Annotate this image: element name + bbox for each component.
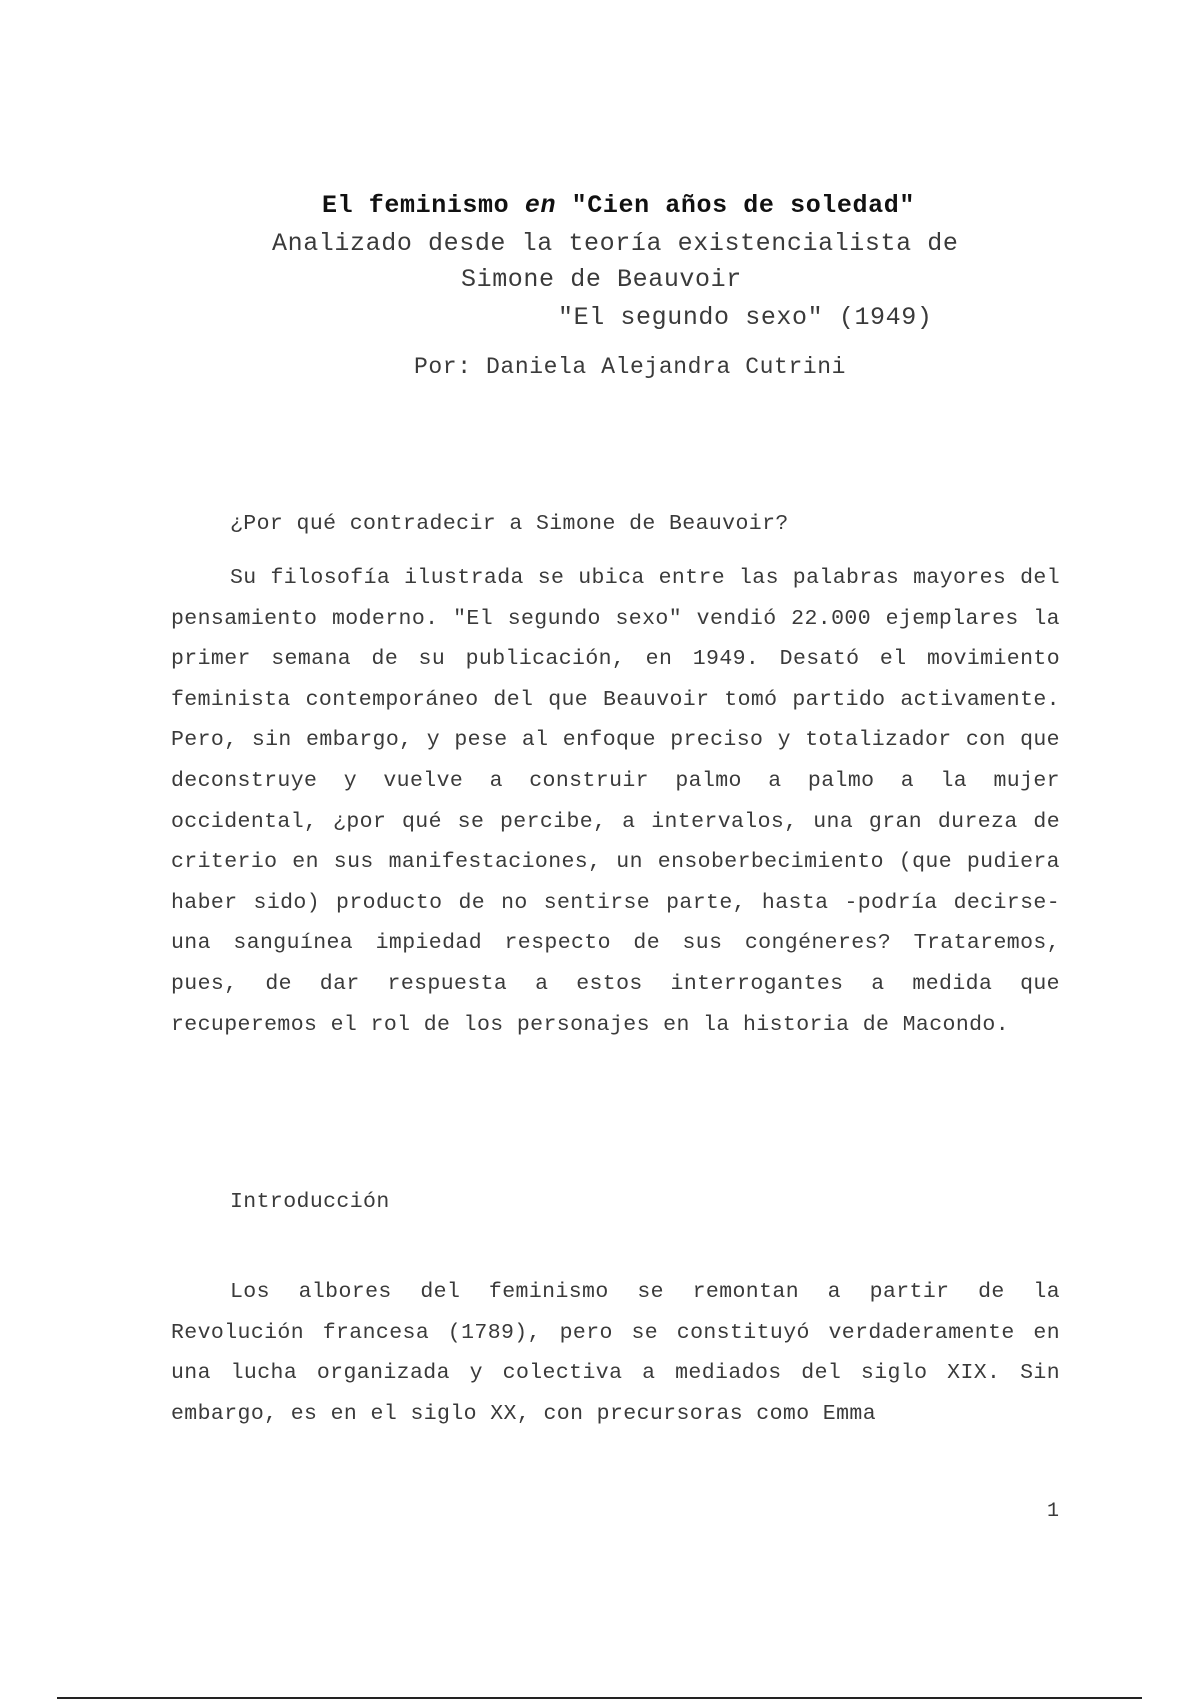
footer-divider <box>57 1697 1142 1699</box>
paragraph-text: Su filosofía ilustrada se ubica entre las palabras mayores del pensamiento moderno. "El segundo sexo" vendió 22.000 ejemplares la primer semana de su publicación, en 1949. Desató el movimiento feminista contemporáneo del que Beauvoir tomó partido activamente. Pero, sin embargo, y pese al enfoque preciso y totalizador con que deconstruye y vuelve a construir palmo a palmo a la mujer occidental, ¿por qué se percibe, a intervalos, una gran dureza de criterio en sus manifestaciones, un ensoberbecimiento (que pudiera haber sido) producto de no sentirse parte, hasta -podría decirse- una sanguínea impiedad respecto de sus congéneres? Trataremos, pues, de dar respuesta a estos interrogantes a medida que recuperemos el rol de los personajes en la historia de Macondo. <box>171 566 1060 1037</box>
title-text-after: "Cien años de soledad" <box>556 191 915 220</box>
body-paragraph-2 <box>171 1272 1060 1434</box>
subtitle-line-3: "El segundo sexo" (1949) <box>558 303 933 332</box>
author-byline: Por: Daniela Alejandra Cutrini <box>414 354 847 380</box>
title-text-before: El feminismo <box>322 191 525 220</box>
page-number: 1 <box>1047 1500 1060 1523</box>
subtitle-line-1: Analizado desde la teoría existencialista de <box>272 229 959 258</box>
subtitle-line-2: Simone de Beauvoir <box>461 265 742 294</box>
document-title <box>322 188 915 224</box>
section-heading-introduction: Introducción <box>230 1190 390 1214</box>
section-heading-question: ¿Por qué contradecir a Simone de Beauvoir? <box>230 512 789 536</box>
paragraph-text: Los albores del feminismo se remontan a partir de la Revolución francesa (1789), pero se constituyó verdaderamente en una lucha organizada y colectiva a mediados del siglo XIX. Sin embargo, es en el siglo XX, con precursoras como Emma <box>171 1280 1060 1426</box>
title-italic-word: en <box>524 191 557 220</box>
body-paragraph-1 <box>171 558 1060 1045</box>
